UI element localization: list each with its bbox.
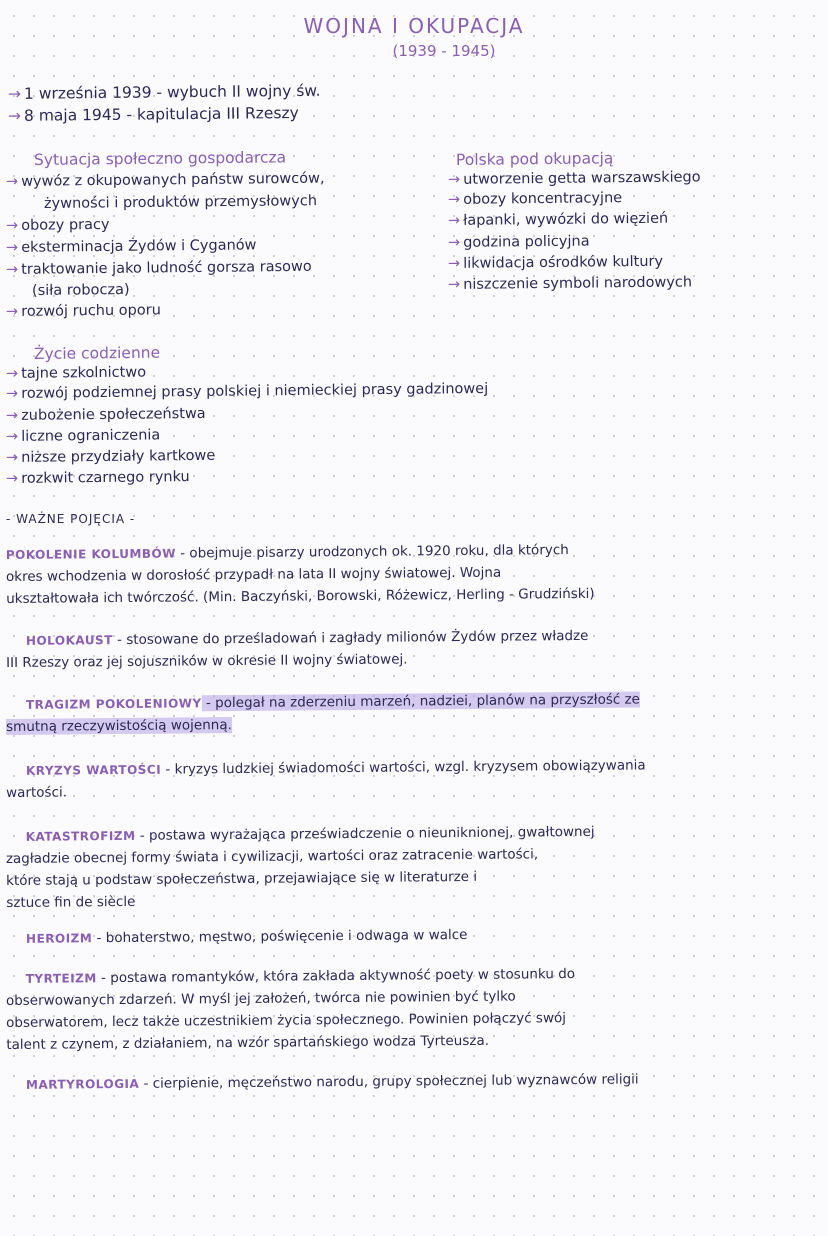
concept-martyrologia: MARTYROLOGIA - cierpienie, męczeństwo narodu, grupy społecznej lub wyznawców religii <box>6 1067 822 1096</box>
section-heading-occupation: Polska pod okupacją <box>455 149 614 169</box>
arrow-icon: → <box>447 276 461 293</box>
arrow-icon: → <box>5 428 19 445</box>
concept-term: KATASTROFIZM <box>25 828 136 844</box>
section-heading-daily-life: Życie codzienne <box>33 343 161 363</box>
concept-heroizm: HEROIZM - bohaterstwo, męstwo, poświęcenie i odwaga w walce <box>6 921 822 950</box>
page-years: (1939 - 1945) <box>392 42 496 60</box>
concept-tyrteizm: TYRTEIZM - postawa romantyków, która zakłada aktywność poety w stosunku do obserwowanych zdarzeń. W myśl jej założeń, twórca nie powinien być tylko obserwatorem, lecz także uczestnikiem życia społecznego. Powinien połączyć swój talent z czynem, z działaniem, na wzór spartańskiego wodza Tyrteusza. <box>5 966 576 1053</box>
concept-term: TRAGIZM POKOLENIOWY <box>25 696 202 712</box>
list-item: → utworzenie getta warszawskiego <box>447 169 701 188</box>
list-item: → rozwój podziemnej prasy polskiej i niemieckiej prasy gadzinowej <box>5 380 489 402</box>
concept-term: KRYZYS WARTOŚCI <box>25 762 162 778</box>
date-line: → 8 maja 1945 - kapitulacja III Rzeszy <box>7 103 299 125</box>
arrow-icon: → <box>5 217 19 234</box>
list-item: → liczne ograniczenia <box>5 427 161 445</box>
page-title: WOJNA I OKUPACJA <box>303 14 525 38</box>
list-item: → rozkwit czarnego rynku <box>5 469 190 487</box>
list-item: → godzina policyjna <box>447 233 590 251</box>
list-item: → wywóz z okupowanych państw surowców, <box>5 170 325 190</box>
arrow-icon: → <box>5 261 19 278</box>
arrow-icon: → <box>5 470 19 487</box>
concept-pokolenie-kolumbow: POKOLENIE KOLUMBÓW - obejmuje pisarzy urodzonych ok. 1920 roku, dla których okres wchodzenia w dorosłość przypadł na lata II wojny światowej. Wojna ukształtowała ich twórczość. (Min. Baczyński, Borowski, Różewicz, Herling - Grudziński) <box>5 542 595 607</box>
arrow-icon: → <box>447 191 461 208</box>
section-heading-economy: Sytuacja społeczno gospodarcza <box>33 148 287 169</box>
arrow-icon: → <box>5 449 19 466</box>
list-item: → eksterminacja Żydów i Cyganów <box>5 237 257 256</box>
arrow-icon: → <box>5 303 19 320</box>
list-item: → niższe przydziały kartkowe <box>5 447 216 466</box>
concept-term: TYRTEIZM <box>25 971 97 986</box>
arrow-icon: → <box>447 234 461 251</box>
arrow-icon: → <box>447 255 461 272</box>
arrow-icon: → <box>5 173 19 190</box>
concept-term: HEROIZM <box>25 931 93 946</box>
arrow-icon: → <box>5 239 19 256</box>
concept-term: POKOLENIE KOLUMBÓW <box>5 546 177 563</box>
list-item: → obozy pracy <box>5 216 110 234</box>
list-item: → łapanki, wywózki do więzień <box>447 210 669 229</box>
concept-term: MARTYROLOGIA <box>25 1076 140 1092</box>
concepts-heading: - WAŻNE POJĘCIA - <box>6 512 136 526</box>
list-item: → niszczenie symboli narodowych <box>447 274 693 293</box>
list-item: → rozwój ruchu oporu <box>5 302 161 320</box>
concept-katastrofizm: KATASTROFIZM - postawa wyrażająca przeświadczenie o nieuniknionej, gwałtownej zagładzie obecnej formy świata i cywilizacji, wartości oraz zatracenie wartości, które stają u podstaw społeczeństwa, przejawiające się w literaturze i sztuce fin de siècle <box>5 823 595 911</box>
arrow-icon: → <box>7 84 22 103</box>
list-item: → tajne szkolnictwo <box>5 364 147 382</box>
list-item: (siła robocza) <box>31 281 130 299</box>
arrow-icon: → <box>7 106 22 125</box>
concept-tragizm-pokoleniowy <box>6 687 822 738</box>
concept-kryzys-wartosci: KRYZYS WARTOŚCI - kryzys ludzkiej świadomości wartości, wzgl. kryzysem obowiązywania wartości. <box>6 757 646 801</box>
arrow-icon: → <box>447 212 461 229</box>
concept-term: HOLOKAUST <box>25 633 113 648</box>
highlight-marker: - polegał na zderzeniu marzeń, nadziei, planów na przyszłość ze <box>201 691 641 712</box>
arrow-icon: → <box>5 385 19 402</box>
arrow-icon: → <box>5 407 19 424</box>
list-item: → obozy koncentracyjne <box>447 190 623 208</box>
list-item: → traktowanie jako ludność gorsza rasowo <box>5 258 312 278</box>
list-item: → zubożenie społeczeństwa <box>5 405 206 424</box>
list-item: → likwidacja ośrodków kultury <box>447 253 664 272</box>
list-item: żywności i produktów przemysłowych <box>43 193 318 212</box>
concept-holokaust: HOLOKAUST - stosowane do prześladowań i zagłady milionów Żydów przez władze III Rzeszy oraz jej sojuszników w okresie II wojny światowej. <box>6 627 589 671</box>
arrow-icon: → <box>5 365 19 382</box>
highlight-marker: smutną rzeczywistością wojenną. <box>6 717 232 735</box>
arrow-icon: → <box>447 171 461 188</box>
date-line: → 1 września 1939 - wybuch II wojny św. <box>7 81 321 103</box>
